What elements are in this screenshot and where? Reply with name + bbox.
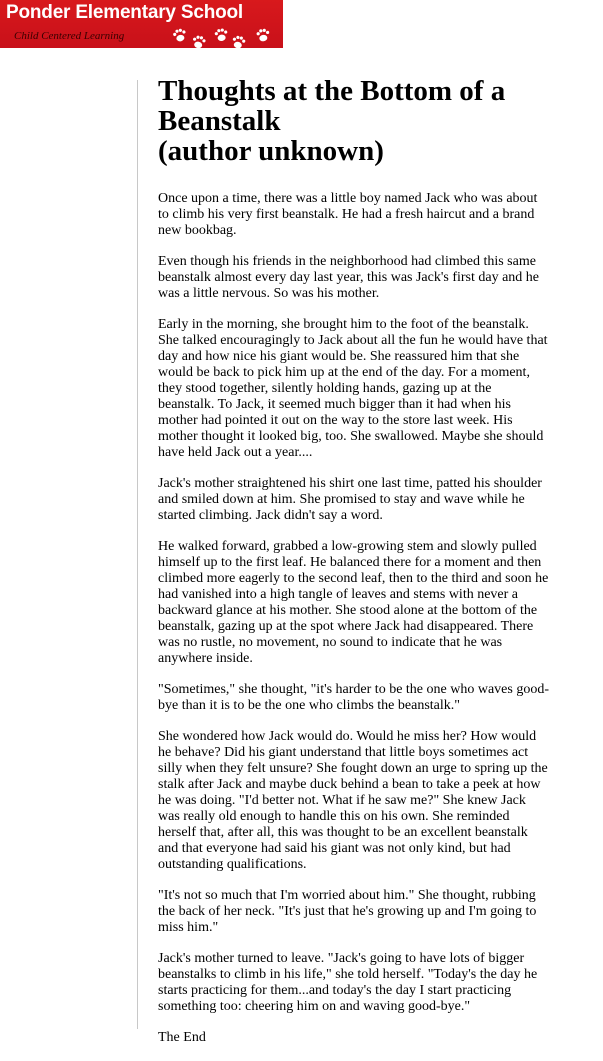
paragraph-8: "It's not so much that I'm worried about him." She thought, rubbing the back of her neck. "It's just that he's growing up and I'm going to miss him." [158,888,537,935]
paragraph-5: He walked forward, grabbed a low-growing stem and slowly pulled himself up to the first leaf. He balanced there for a moment and then climbed more eagerly to the second leaf, then to the third and soon he had vanished into a high tangle of leaves and stems with never a backward glance at his mother. She stood alone at the bottom of the beanstalk, gazing up at the spot where Jack had disappeared. There was no rustle, no movement, no sound to indicate that he was anywhere inside. [158,539,549,666]
paragraph-2: Even though his friends in the neighborhood had climbed this same beanstalk almost every day last year, this was Jack's first day and he was a little nervous. So was his mother. [158,254,540,301]
paragraph-7: She wondered how Jack would do. Would he miss her? How would he behave? Did his giant understand that little boys sometimes act silly when they felt unsure? She fought down an urge to spring up the stalk after Jack and maybe duck behind a bean to take a peek at how he was doing. "I'd better not. What if he saw me?" She knew Jack was really old enough to handle this on his own. She reminded herself that, after all, this was thought to be an excellent beanstalk and that everyone had said his giant was not only kind, but had outstanding qualifications. [158,729,548,872]
paragraph-1: Once upon a time, there was a little boy named Jack who was about to climb his very first beanstalk. He had a fresh haircut and a brand new bookbag. [158,191,538,238]
school-tagline: Child Centered Learning [14,30,125,42]
school-banner[interactable] [0,0,283,48]
paragraph-4: Jack's mother straightened his shirt one last time, patted his shoulder and smiled down at him. She promised to stay and wave while he started climbing. Jack didn't say a word. [158,476,542,523]
school-name[interactable]: Ponder Elementary School [6,2,243,23]
the-end: The End [158,1030,206,1045]
paw-print-icon [168,26,280,48]
title-author: (author unknown) [158,135,384,167]
sidebar-divider [137,80,138,1029]
article [158,76,550,1061]
page-title [158,76,550,166]
title-main: Thoughts at the Bottom of a Beanstalk [158,75,506,137]
paragraph-9: Jack's mother turned to leave. "Jack's going to have lots of bigger beanstalks to climb in his life," she told herself. "Today's the day he starts practicing for them...and today's the day I start practicing something too: cheering him on and waving good-bye." [158,951,538,1014]
paragraph-3: Early in the morning, she brought him to the foot of the beanstalk. She talked encouragingly to Jack about all the fun he would have that day and how nice his giant would be. She reassured him that she would be back to pick him up at the end of the day. For a moment, they stood together, silently holding hands, gazing up at the beanstalk. To Jack, it seemed much bigger than it had when his mother had pointed it out on the way to the store last week. His mother thought it looked big, too. She swallowed. Maybe she should have held Jack out a year.... [158,317,548,460]
paragraph-6: "Sometimes," she thought, "it's harder to be the one who waves good-bye than it is to be the one who climbs the beanstalk." [158,682,549,713]
